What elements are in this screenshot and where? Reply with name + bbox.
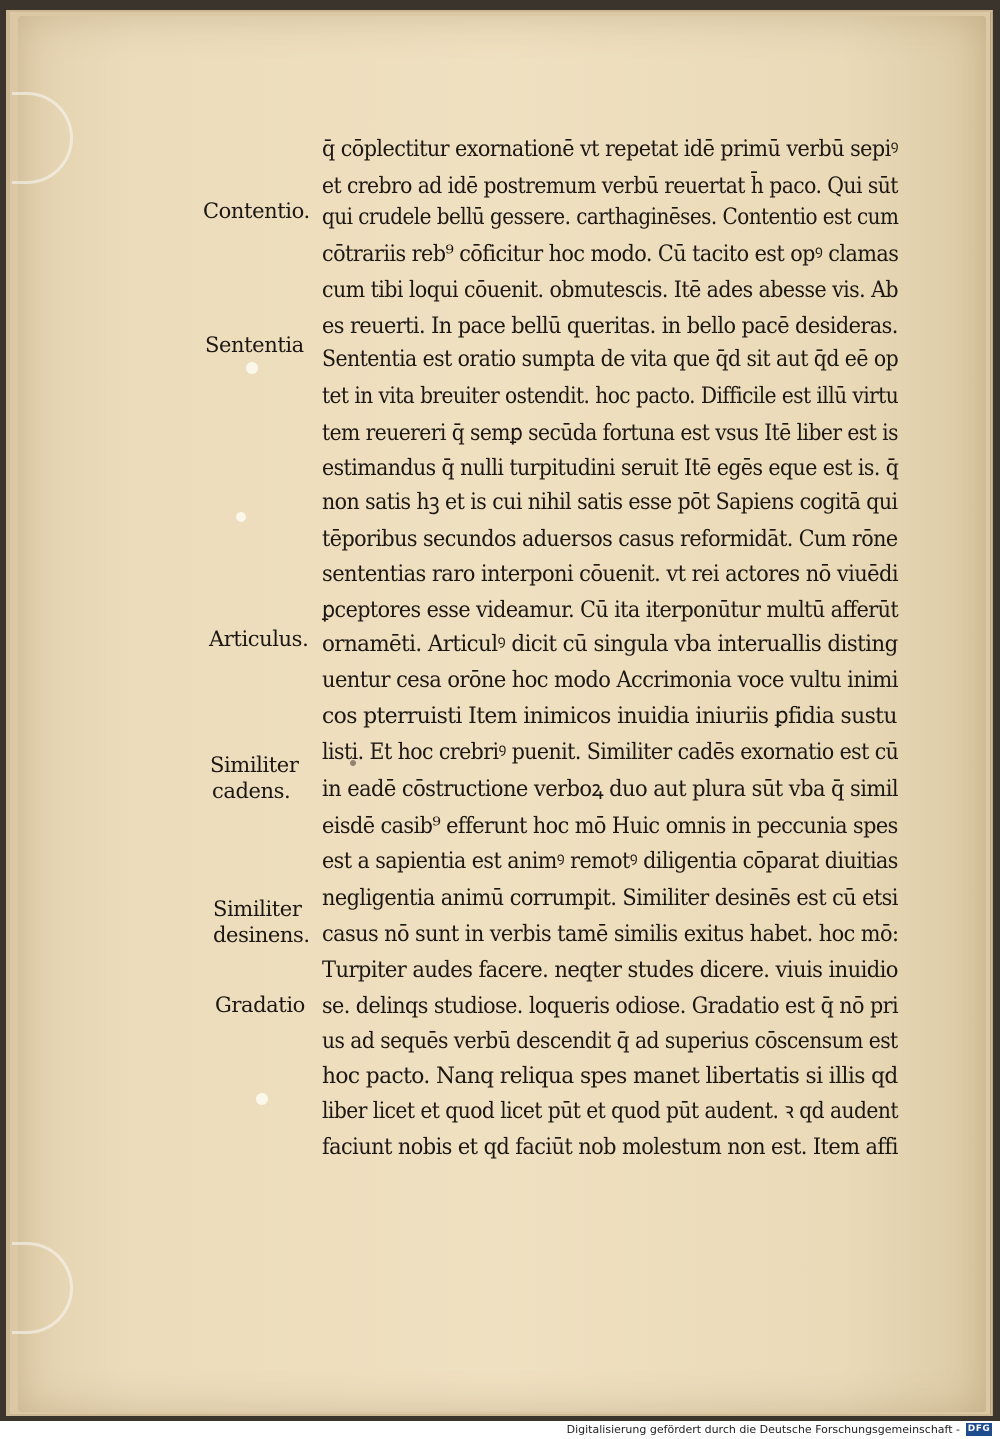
text-line: tēporibus secundos aduersos casus reformidāt. Cum rōne: [322, 527, 898, 552]
text-line: cōtrariis reb⁹ cōficitur hoc modo. Cū tacito est opꝰ clamas: [322, 242, 899, 267]
text-line: uentur cesa orōne hoc modo Accrimonia voce vultu inimi: [322, 668, 898, 693]
binding-ring-icon: [12, 92, 73, 184]
text-line: cos pterruisti Item inimicos inuidia iniuriis ꝑfidia sustu: [322, 704, 897, 729]
footer-credit: Digitalisierung gefördert durch die Deutsche Forschungsgemeinschaft -: [566, 1423, 960, 1436]
text-line: listi. Et hoc crebriꝰ puenit. Similiter cadēs exornatio est cū: [322, 740, 899, 765]
text-line: eisdē casib⁹ efferunt hoc mō Huic omnis in peccunia spes: [322, 814, 898, 839]
text-line: hoc pacto. Nanq reliqua spes manet libertatis si illis qd: [322, 1064, 898, 1089]
marginal-note-articulus: Articulus.: [209, 627, 309, 651]
text-line: tem reuereri q̄ semꝑ secūda fortuna est vsus Itē liber est is: [322, 421, 898, 446]
text-line: us ad sequēs verbū descendit q̄ ad superius cōscensum est: [322, 1029, 898, 1054]
text-line: es reuerti. In pace bellū queritas. in bello pacē desideras.: [322, 314, 898, 339]
dfg-logo-icon: DFG: [967, 1424, 991, 1434]
marginal-note-sententia: Sententia: [205, 333, 304, 357]
text-line: cum tibi loqui cōuenit. obmutescis. Itē ades abesse vis. Ab: [322, 278, 898, 303]
footer-strip: [0, 1421, 1000, 1439]
text-line: casus nō sunt in verbis tamē similis exitus habet. hoc mō:: [322, 922, 899, 947]
paper-hole: [256, 1093, 268, 1105]
text-line: in eadē cōstructione verboꝝ duo aut plura sūt vba q̄ simil: [322, 777, 899, 802]
text-line: negligentia animū corrumpit. Similiter desinēs est cū etsi: [322, 886, 898, 911]
text-line: est a sapientia est animꝰ remotꝰ diligentia cōparat diuitias: [322, 849, 898, 874]
marginal-note-contentio: Contentio.: [203, 199, 310, 223]
text-line: faciunt nobis et qd faciūt nob molestum non est. Item affi: [322, 1135, 898, 1160]
text-line: estimandus q̄ nulli turpitudini seruit Itē egēs eque est is. q̄: [322, 456, 899, 481]
text-line: se. delinqs studiose. loqueris odiose. Gradatio est q̄ nō pri: [322, 994, 899, 1019]
text-line: ꝑceptores esse videamur. Cū ita iterponūtur multū afferūt: [322, 598, 899, 623]
marginal-note-similiter-desinens-1: Similiter: [213, 897, 302, 921]
binding-ring-icon: [12, 1242, 73, 1334]
text-line: Turpiter audes facere. neqter studes dicere. viuis inuidio: [322, 958, 898, 983]
paper-hole: [246, 362, 258, 374]
text-line: liber licet et quod licet pūt et quod pūt audent. ꝛ qd audent: [322, 1099, 898, 1124]
paper-hole: [236, 512, 246, 522]
text-line: tet in vita breuiter ostendit. hoc pacto. Difficile est illū virtu: [322, 384, 899, 409]
marginal-note-similiter-cadens-1: Similiter: [210, 753, 299, 777]
text-line: et crebro ad idē postremum verbū reuertat h̄ paco. Qui sūt: [322, 174, 898, 199]
text-line: q̄ cōplectitur exornationē vt repetat idē primū verbū sepiꝰ: [322, 137, 899, 162]
text-line: sententias raro interponi cōuenit. vt rei actores nō viuēdi: [322, 562, 899, 587]
marginal-note-similiter-desinens-2: desinens.: [213, 923, 310, 947]
marginal-note-similiter-cadens-2: cadens.: [212, 779, 291, 803]
text-line: ornamēti. Articulꝰ dicit cū singula vba interuallis disting: [322, 632, 898, 657]
text-line: non satis hꝫ et is cui nihil satis esse pōt Sapiens cogitā qui: [322, 490, 898, 515]
marginal-note-gradatio: Gradatio: [215, 993, 305, 1017]
text-line: qui crudele bellū gessere. carthaginēses. Contentio est cum: [322, 205, 899, 230]
text-line: Sententia est oratio sumpta de vita que q̄d sit aut q̄d eē op: [322, 347, 899, 372]
